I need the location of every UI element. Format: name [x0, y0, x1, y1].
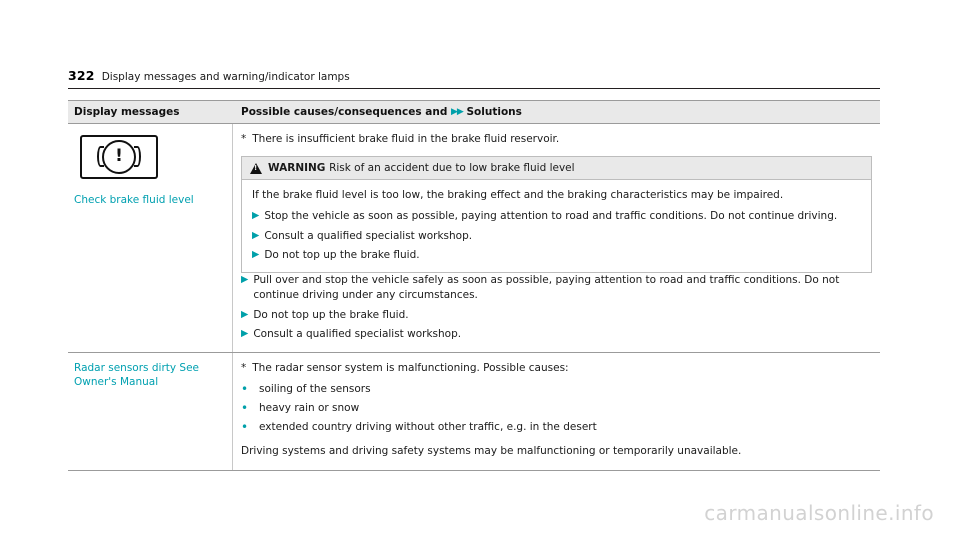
lead-paragraph	[241, 361, 872, 376]
lead-paragraph	[241, 132, 872, 147]
column-header-prefix: Possible causes/consequences and	[241, 106, 448, 118]
arrow-bullet-icon: ▶	[252, 248, 258, 260]
warning-body	[242, 180, 871, 272]
causes-list	[241, 382, 872, 435]
causes-solutions-cell	[233, 353, 880, 470]
cause-text: heavy rain or snow	[259, 401, 360, 414]
watermark: carmanualsonline.info	[704, 501, 934, 525]
list-item	[241, 382, 872, 398]
list-item	[241, 401, 872, 417]
asterisk-marker: *	[241, 361, 247, 374]
brake-fluid-warning-symbol-icon	[80, 135, 158, 179]
step-text: Do not top up the brake fluid.	[264, 248, 420, 261]
page-title: Display messages and warning/indicator lamps	[101, 71, 350, 83]
warning-steps-list	[252, 209, 861, 263]
list-item	[252, 229, 861, 244]
message-cell	[68, 353, 233, 470]
column-header-causes-solutions	[233, 101, 880, 123]
warning-box	[241, 156, 872, 273]
lead-text: There is insufficient brake fluid in the brake fluid reservoir.	[252, 133, 560, 145]
double-arrow-icon: ▶▶	[451, 107, 463, 117]
dot-bullet-icon: •	[241, 419, 249, 434]
header-divider	[68, 88, 880, 89]
dot-bullet-icon: •	[241, 382, 249, 397]
exclamation-mark: !	[115, 145, 123, 166]
table-header-row	[68, 101, 880, 124]
message-link-check-brake-fluid-level[interactable]: Check brake fluid level	[74, 194, 194, 206]
table-row	[68, 124, 880, 353]
step-text: Do not top up the brake fluid.	[253, 308, 409, 321]
step-text: Consult a qualified specialist workshop.	[253, 327, 462, 340]
list-item	[241, 327, 872, 342]
causes-solutions-cell	[233, 124, 880, 352]
step-text: Pull over and stop the vehicle safely as soon as possible, paying attention to road and traffic conditions. Do not continue driving under any circumstances.	[253, 274, 840, 302]
solution-steps-list	[241, 273, 872, 342]
step-text: Consult a qualified specialist workshop.	[264, 229, 473, 242]
lead-text: The radar sensor system is malfunctioning. Possible causes:	[252, 361, 569, 374]
cause-text: extended country driving without other traffic, e.g. in the desert	[259, 420, 597, 433]
arrow-bullet-icon: ▶	[252, 210, 258, 222]
arrow-bullet-icon: ▶	[241, 274, 247, 286]
list-item	[241, 308, 872, 323]
column-header-display-messages: Display messages	[74, 106, 180, 118]
display-messages-table	[68, 100, 880, 471]
arrow-bullet-icon: ▶	[252, 229, 258, 241]
page-number: 322	[68, 68, 95, 83]
arrow-bullet-icon: ▶	[241, 327, 247, 339]
page-header	[68, 68, 880, 83]
list-item	[252, 209, 861, 224]
list-item	[252, 248, 861, 263]
list-item	[241, 273, 872, 303]
cause-text: soiling of the sensors	[259, 383, 371, 396]
warning-title	[268, 162, 575, 174]
warning-label: WARNING	[268, 162, 326, 175]
tail-paragraph: Driving systems and driving safety systems may be malfunctioning or temporarily unavailable.	[241, 445, 742, 458]
arrow-bullet-icon: ▶	[241, 308, 247, 320]
table-row	[68, 353, 880, 471]
warning-text: Risk of an accident due to low brake fluid level	[329, 162, 575, 175]
asterisk-marker: *	[241, 133, 247, 145]
warning-body-text: If the brake fluid level is too low, the braking effect and the braking characteristics may be impaired.	[252, 189, 784, 202]
column-header-suffix: Solutions	[466, 106, 522, 118]
warning-header	[242, 157, 871, 180]
step-text: Stop the vehicle as soon as possible, paying attention to road and traffic conditions. Do not continue driving.	[264, 210, 838, 223]
list-item	[241, 420, 872, 436]
dot-bullet-icon: •	[241, 400, 249, 415]
message-cell	[68, 124, 233, 352]
warning-triangle-icon	[250, 163, 262, 174]
brake-warning-glyph	[102, 140, 136, 174]
message-link-radar-sensors-dirty[interactable]: Radar sensors dirty See Owner's Manual	[74, 361, 200, 389]
